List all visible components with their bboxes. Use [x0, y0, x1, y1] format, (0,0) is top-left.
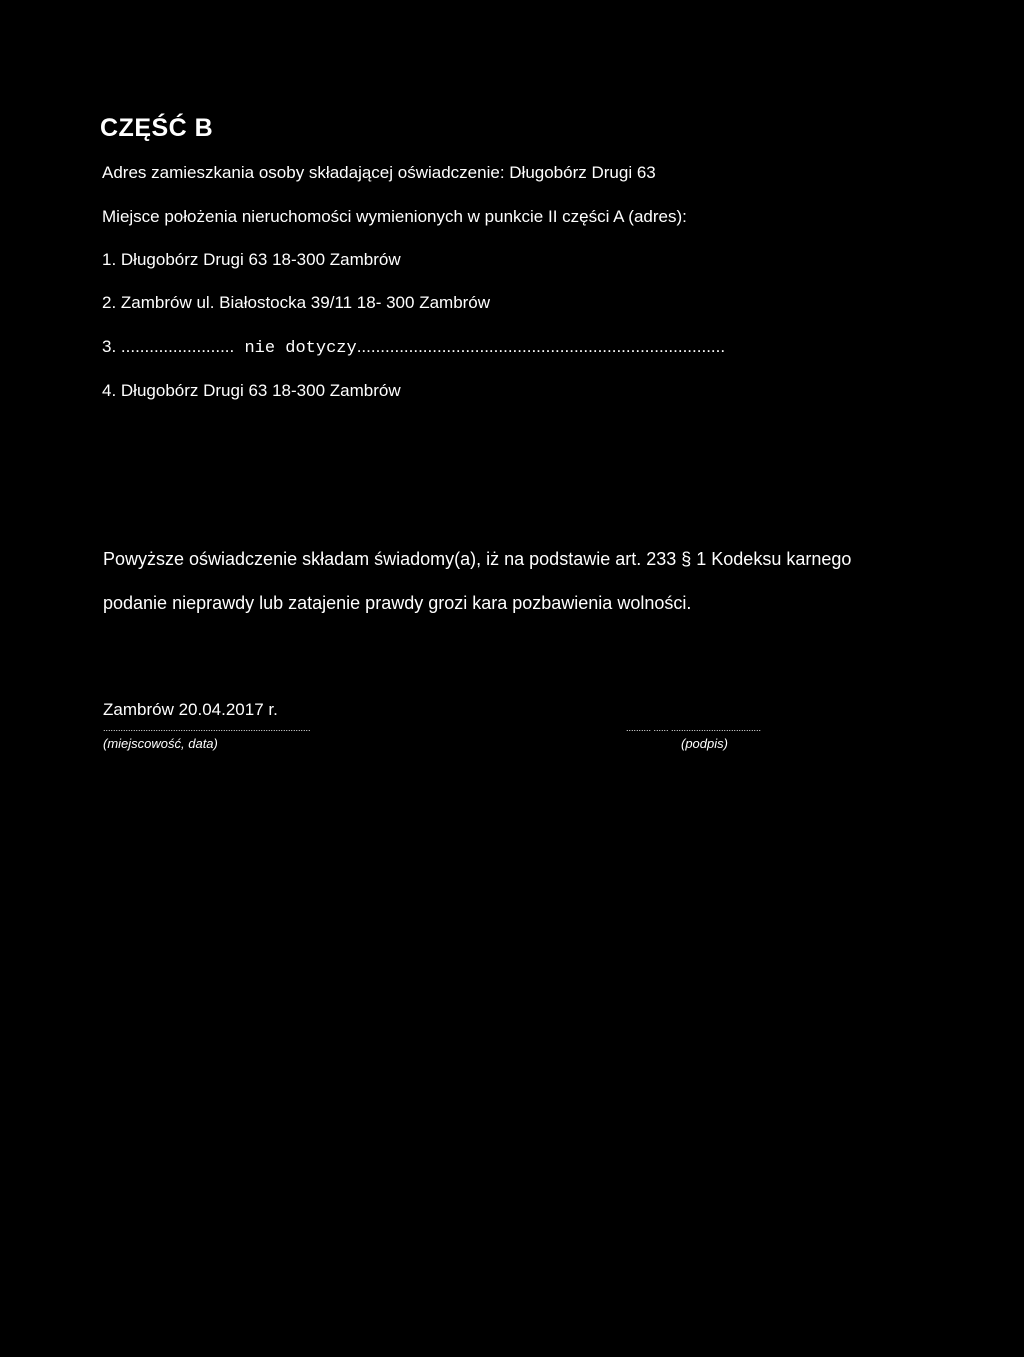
address-item-2: 2. Zambrów ul. Białostocka 39/11 18- 300 Zambrów [102, 293, 491, 312]
place-date-caption: (miejscowość, data) [103, 736, 218, 751]
address-item-3-suffix: .............................................................................. [356, 337, 726, 356]
property-location-label: Miejsce położenia nieruchomości wymienionych w punkcie II części A (adres): [102, 207, 687, 226]
address-item-3-value: nie dotyczy [234, 339, 357, 358]
address-item-3-prefix: 3. ........................ [102, 337, 235, 356]
statement-line-1: Powyższe oświadczenie składam świadomy(a), iż na podstawie art. 233 § 1 Kodeksu karnego [103, 549, 852, 569]
address-item-1: 1. Długobórz Drugi 63 18-300 Zambrów [102, 250, 401, 269]
place-date-dotted-line: ................................................................................... [103, 723, 311, 733]
residence-address-line: Adres zamieszkania osoby składającej oświadczenie: Długobórz Drugi 63 [102, 163, 656, 182]
section-title: CZĘŚĆ B [100, 114, 214, 142]
address-item-4: 4. Długobórz Drugi 63 18-300 Zambrów [102, 381, 401, 400]
statement-line-2: podanie nieprawdy lub zatajenie prawdy grozi kara pozbawienia wolności. [103, 593, 692, 613]
signature-dotted-line: .......... ...... .................................... [626, 723, 762, 733]
address-item-3 [102, 337, 725, 358]
place-date-value: Zambrów 20.04.2017 r. [103, 700, 278, 719]
signature-caption: (podpis) [681, 736, 728, 751]
